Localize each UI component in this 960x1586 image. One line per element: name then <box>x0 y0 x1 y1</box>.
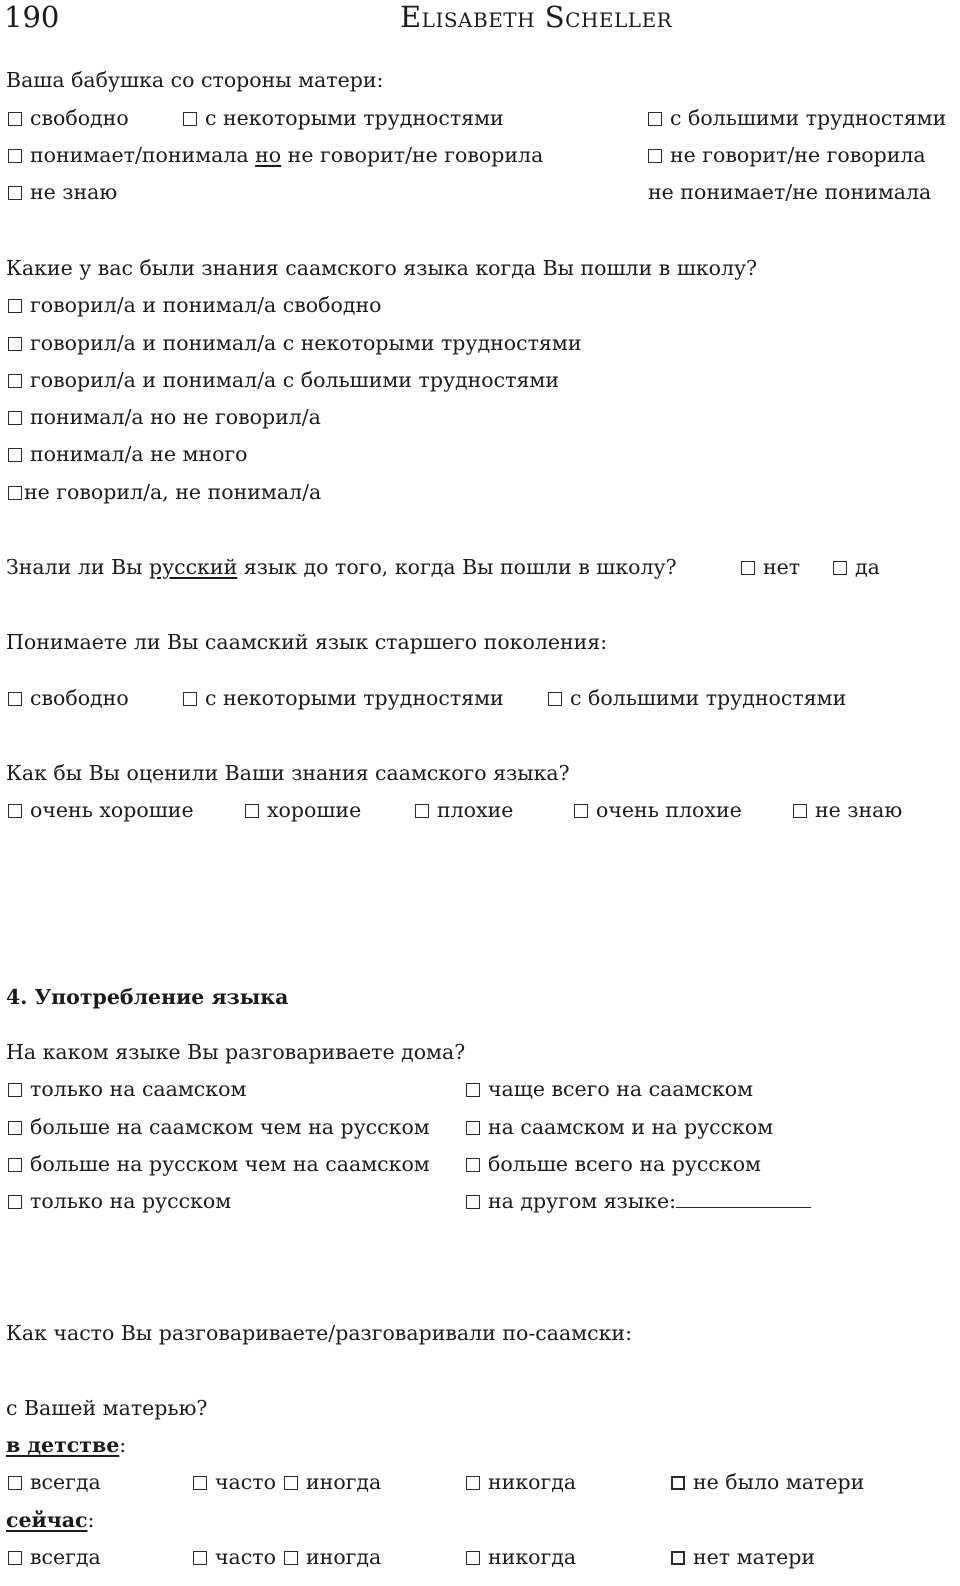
option-grandmother-understands[interactable]: понимает/понимала но не говорит/не говорила <box>8 142 543 168</box>
option-school-5[interactable]: не говорил/а, не понимал/а <box>8 479 321 505</box>
option-home-right-3[interactable]: на другом языке: <box>466 1188 811 1214</box>
checkbox-icon[interactable] <box>466 1121 480 1135</box>
checkbox-icon[interactable] <box>193 1476 207 1490</box>
checkbox-icon[interactable] <box>8 1121 22 1135</box>
label-now: сейчас: <box>6 1508 95 1532</box>
checkbox-icon[interactable] <box>8 337 22 351</box>
page-number: 190 <box>4 0 60 34</box>
checkbox-icon[interactable] <box>671 1551 685 1565</box>
question-older-generation: Понимаете ли Вы саамский язык старшего поколения: <box>6 630 608 654</box>
option-rate-good[interactable]: хорошие <box>245 797 361 823</box>
label-childhood: в детстве: <box>6 1433 127 1457</box>
option-home-right-2[interactable]: больше всего на русском <box>466 1151 761 1177</box>
option-older-great[interactable]: с большими трудностями <box>548 685 846 711</box>
checkbox-icon[interactable] <box>8 1195 22 1209</box>
option-school-1[interactable]: говорил/а и понимал/а с некоторыми трудностями <box>8 330 581 356</box>
other-language-field[interactable] <box>676 1189 811 1208</box>
checkbox-icon[interactable] <box>741 561 755 575</box>
option-home-left-2[interactable]: больше на русском чем на саамском <box>8 1151 430 1177</box>
checkbox-icon[interactable] <box>245 804 259 818</box>
checkbox-icon[interactable] <box>8 486 22 500</box>
option-school-3[interactable]: понимал/а но не говорил/а <box>8 404 321 430</box>
option-russian-no[interactable]: нет <box>741 554 800 580</box>
checkbox-icon[interactable] <box>648 149 662 163</box>
option-grandmother-not-speak[interactable]: не говорит/не говорила <box>648 142 926 168</box>
checkbox-icon[interactable] <box>8 1158 22 1172</box>
checkbox-icon[interactable] <box>284 1551 298 1565</box>
section-heading: 4. Употребление языка <box>6 985 289 1009</box>
question-rate-knowledge: Как бы Вы оценили Ваши знания саамского языка? <box>6 761 570 785</box>
checkbox-icon[interactable] <box>8 448 22 462</box>
running-head: Elisabeth Scheller <box>400 0 673 34</box>
checkbox-icon[interactable] <box>415 804 429 818</box>
option-childhood-no-mother[interactable]: не было матери <box>671 1469 864 1495</box>
question-grandmother: Ваша бабушка со стороны матери: <box>6 68 384 92</box>
option-grandmother-fluent[interactable]: свободно <box>8 105 129 131</box>
option-childhood-often[interactable]: часто <box>193 1469 276 1495</box>
checkbox-icon[interactable] <box>466 1158 480 1172</box>
option-rate-very-bad[interactable]: очень плохие <box>574 797 742 823</box>
option-older-some[interactable]: с некоторыми трудностями <box>183 685 504 711</box>
checkbox-icon[interactable] <box>466 1195 480 1209</box>
checkbox-icon[interactable] <box>8 1476 22 1490</box>
option-school-0[interactable]: говорил/а и понимал/а свободно <box>8 292 381 318</box>
option-now-no-mother[interactable]: нет матери <box>671 1544 815 1570</box>
option-childhood-always[interactable]: всегда <box>8 1469 101 1495</box>
option-home-left-1[interactable]: больше на саамском чем на русском <box>8 1114 430 1140</box>
option-grandmother-great[interactable]: с большими трудностями <box>648 105 946 131</box>
question-home-language: На каком языке Вы разговариваете дома? <box>6 1040 466 1064</box>
checkbox-icon[interactable] <box>671 1476 685 1490</box>
option-home-left-3[interactable]: только на русском <box>8 1188 231 1214</box>
option-grandmother-some[interactable]: с некоторыми трудностями <box>183 105 504 131</box>
checkbox-icon[interactable] <box>193 1551 207 1565</box>
checkbox-icon[interactable] <box>183 692 197 706</box>
option-school-2[interactable]: говорил/а и понимал/а с большими трудностями <box>8 367 559 393</box>
checkbox-icon[interactable] <box>648 112 662 126</box>
checkbox-icon[interactable] <box>284 1476 298 1490</box>
checkbox-icon[interactable] <box>574 804 588 818</box>
option-school-4[interactable]: понимал/а не много <box>8 441 248 467</box>
checkbox-icon[interactable] <box>8 1083 22 1097</box>
option-now-always[interactable]: всегда <box>8 1544 101 1570</box>
option-home-left-0[interactable]: только на саамском <box>8 1076 246 1102</box>
checkbox-icon[interactable] <box>183 112 197 126</box>
checkbox-icon[interactable] <box>833 561 847 575</box>
checkbox-icon[interactable] <box>793 804 807 818</box>
checkbox-icon[interactable] <box>466 1083 480 1097</box>
subquestion-with-mother: с Вашей матерью? <box>6 1396 208 1420</box>
option-now-never[interactable]: никогда <box>466 1544 576 1570</box>
question-russian: Знали ли Вы русский язык до того, когда Вы пошли в школу? <box>6 555 677 579</box>
checkbox-icon[interactable] <box>8 374 22 388</box>
checkbox-icon[interactable] <box>8 411 22 425</box>
option-grandmother-not-understand: не понимает/не понимала <box>648 180 932 204</box>
checkbox-icon[interactable] <box>8 112 22 126</box>
checkbox-icon[interactable] <box>8 804 22 818</box>
option-russian-yes[interactable]: да <box>833 554 880 580</box>
checkbox-icon[interactable] <box>8 299 22 313</box>
option-home-right-1[interactable]: на саамском и на русском <box>466 1114 773 1140</box>
question-frequency: Как часто Вы разговариваете/разговаривали по-саамски: <box>6 1321 632 1345</box>
option-rate-dont-know[interactable]: не знаю <box>793 797 902 823</box>
option-childhood-sometimes[interactable]: иногда <box>284 1469 381 1495</box>
checkbox-icon[interactable] <box>8 1551 22 1565</box>
option-older-fluent[interactable]: свободно <box>8 685 129 711</box>
option-now-often[interactable]: часто <box>193 1544 276 1570</box>
option-rate-very-good[interactable]: очень хорошие <box>8 797 194 823</box>
option-now-sometimes[interactable]: иногда <box>284 1544 381 1570</box>
checkbox-icon[interactable] <box>8 692 22 706</box>
checkbox-icon[interactable] <box>466 1551 480 1565</box>
checkbox-icon[interactable] <box>8 149 22 163</box>
checkbox-icon[interactable] <box>8 186 22 200</box>
option-grandmother-dont-know[interactable]: не знаю <box>8 179 117 205</box>
option-home-right-0[interactable]: чаще всего на саамском <box>466 1076 753 1102</box>
option-childhood-never[interactable]: никогда <box>466 1469 576 1495</box>
option-rate-bad[interactable]: плохие <box>415 797 513 823</box>
question-school-knowledge: Какие у вас были знания саамского языка когда Вы пошли в школу? <box>6 256 758 280</box>
checkbox-icon[interactable] <box>548 692 562 706</box>
checkbox-icon[interactable] <box>466 1476 480 1490</box>
